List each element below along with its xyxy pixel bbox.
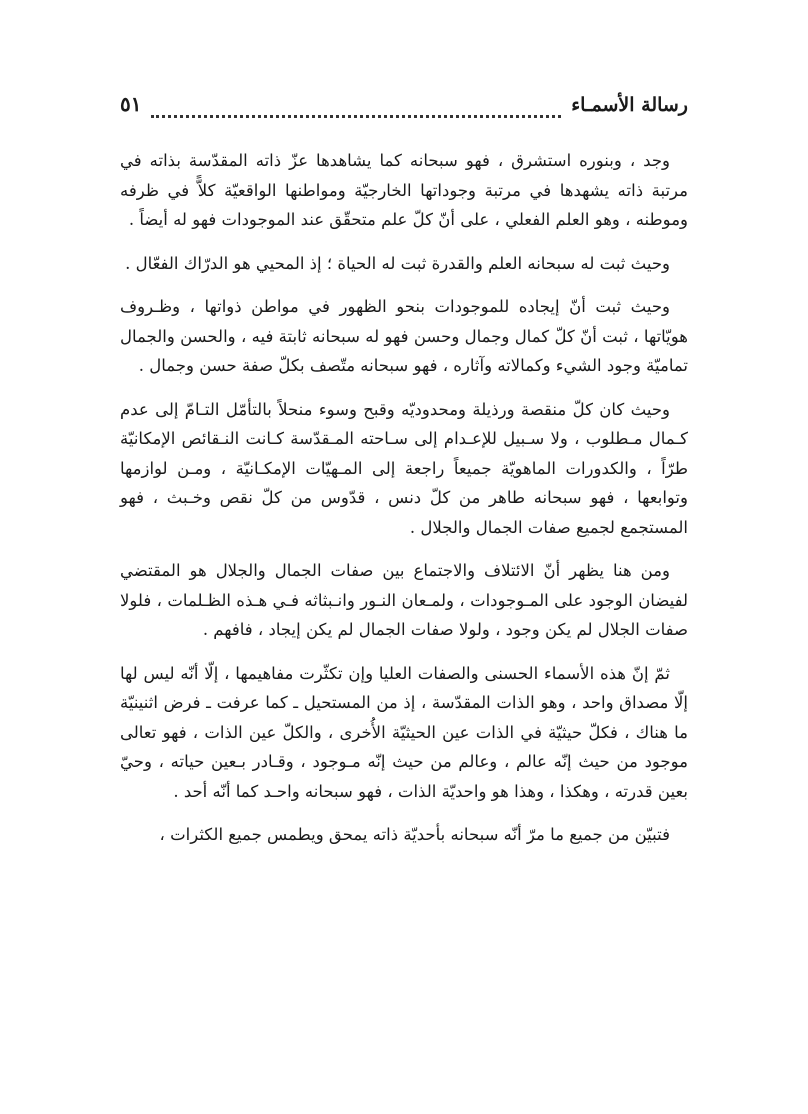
page-body	[120, 146, 688, 850]
page-number: ٥١	[120, 92, 142, 116]
paragraph: وحيث ثبت أنّ إيجاده للموجودات بنحو الظهور في مواطن ذواتها ، وظـروف هويّاتها ، ثبت أنّ كلّ كمال وجمال وحسن فهو له سبحانه ثابتة فيه ، والحسن والجمال تماميّة وجود الشيء وكمالاته وآثاره ، فهو سبحانه متّصف بكلّ صفة حسن وجمال .	[120, 297, 688, 375]
paragraph: وحيث ثبت له سبحانه العلم والقدرة ثبت له الحياة ؛ إذ المحيي هو الدرّاك الفعّال .	[125, 253, 670, 273]
paragraph: فتبيّن من جميع ما مرّ أنّه سبحانه بأحديّة ذاته يمحق ويطمس جميع الكثرات ،	[159, 825, 670, 844]
paragraph: وجد ، وبنوره استشرق ، فهو سبحانه كما يشاهدها عزّ ذاته المقدّسة بذاته في مرتبة ذاته يشهدها في مرتبة وجوداتها الخارجيّة ومواطنها الواقعيّة كلاًّ في ظرفه وموطنه ، وهو العلم الفعلي ، على أنّ كلّ علم متحقّق عند الموجودات فهو له أيضاً .	[120, 151, 688, 229]
book-title: رسالة الأسمـاء	[571, 94, 688, 116]
header-dot-leader	[151, 114, 561, 118]
paragraph: ثمّ إنّ هذه الأسماء الحسنى والصفات العليا وإن تكثّرت مفاهيمها ، إلّا أنّه ليس لها إلّا مصداق واحد ، وهو الذات المقدّسة ، إذ من المستحيل ـ كما عرفت ـ فرض اثنينيّة ما هناك ، فكلّ حيثيّة في الذات عين الحيثيّة الأُخرى ، والكلّ عين الذات ، فهو تعالى موجود من حيث إنّه عالم ، وعالم من حيث إنّه مـوجود ، وقـادر بـعين حياته ، وحيّ بعين قدرته ، وهكذا ، وهذا هو واحديّة الذات ، فهو سبحانه واحـد كما أنّه أحد .	[120, 663, 688, 801]
paragraph: وحيث كان كلّ منقصة ورذيلة ومحدوديّه وقبح وسوء منحلاً بالتأمّل التـامّ إلى عدم كـمال مـطلوب ، ولا سـبيل للإعـدام إلى سـاحته المـقدّسة كـانت النـقائص الإمكانيّة طرّاً ، والكدورات الماهويّة جميعاً راجعة إلى المـهيّات الإمكـانيّة ، ومـن لوازمها وتوابعها ، فهو سبحانه طاهر من كلّ دنس ، قدّوس من كلّ نقص وخـبث ، فهو المستجمع لجميع صفات الجمال والجلال .	[120, 399, 688, 537]
paragraph: ومن هنا يظهر أنّ الائتلاف والاجتماع بين صفات الجمال والجلال هو المقتضي لفيضان الوجود على المـوجودات ، ولمـعان النـور وانـبثاثه فـي هـذه الظـلمات ، فلولا صفات الجلال لم يكن وجود ، ولولا صفات الجمال لم يكن إيجاد ، فافهم .	[120, 561, 688, 639]
running-header	[120, 92, 688, 132]
book-page	[120, 92, 688, 1072]
